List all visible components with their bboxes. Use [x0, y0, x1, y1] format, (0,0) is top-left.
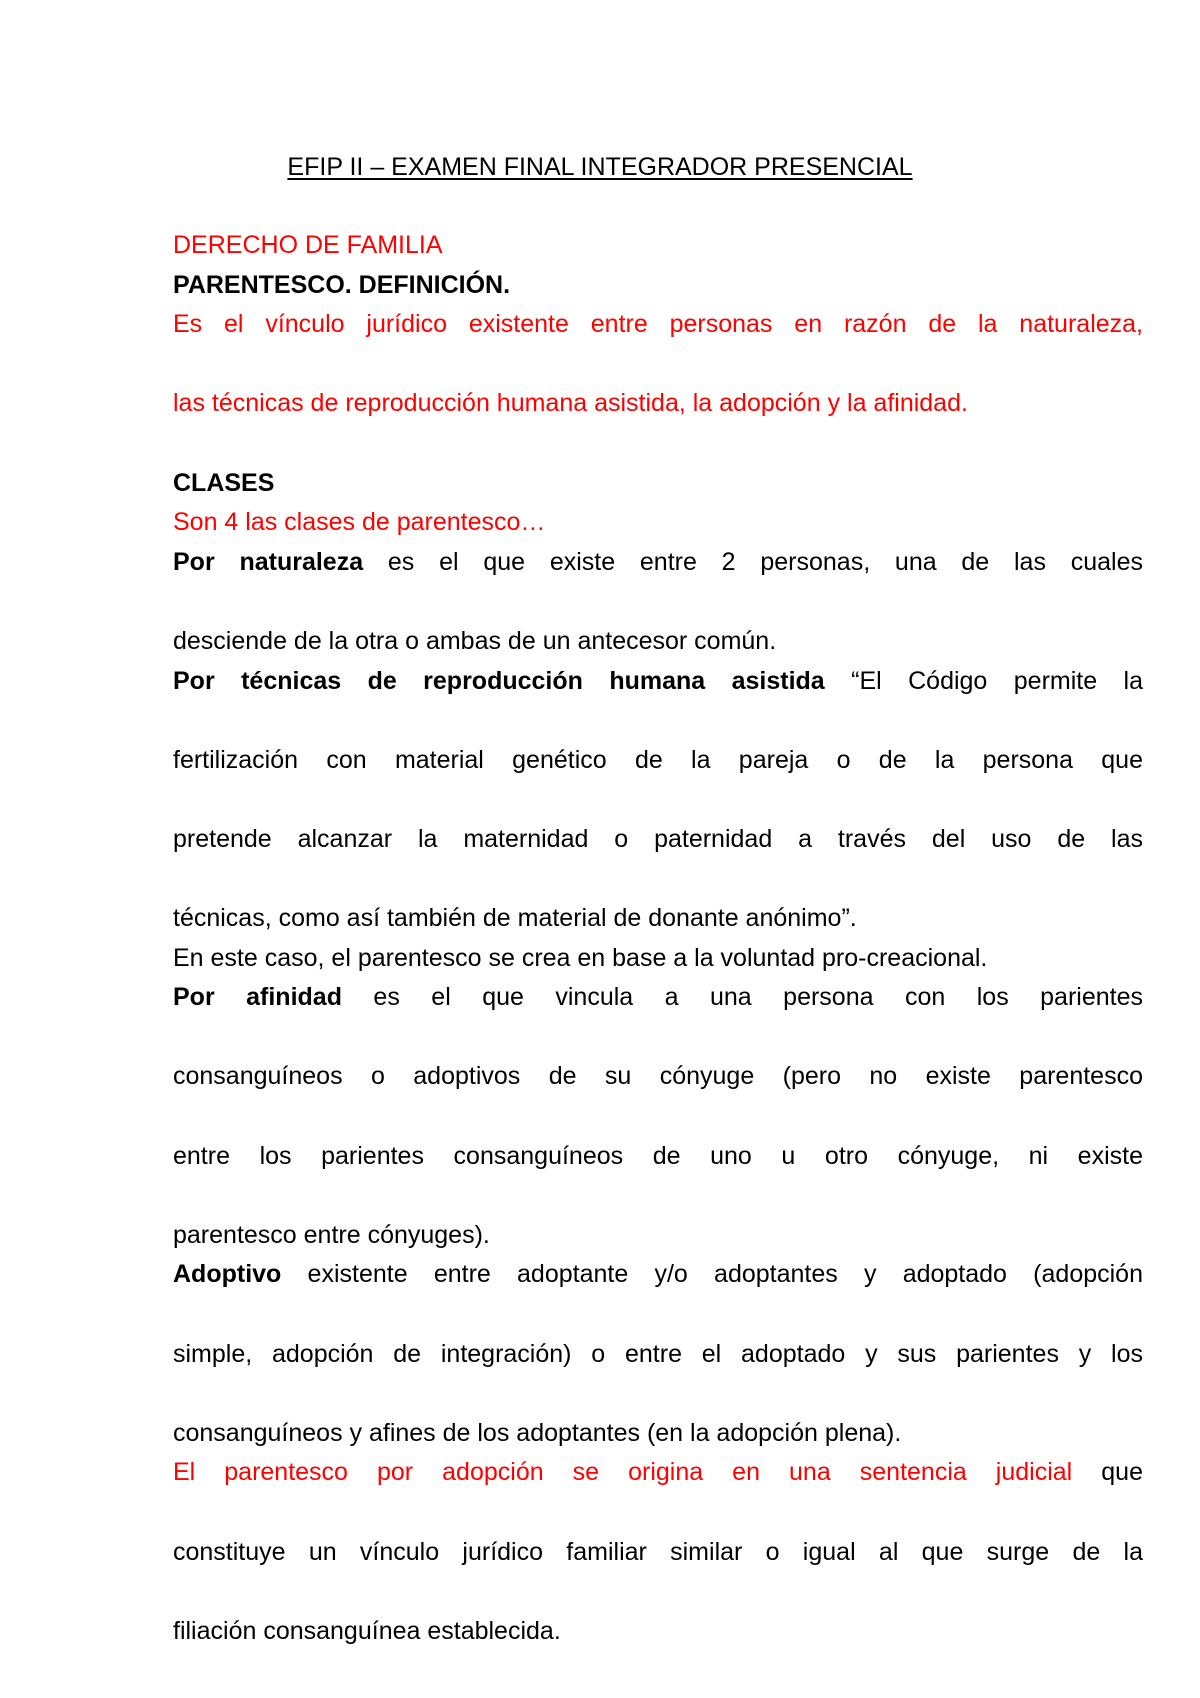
document-title: EFIP II – EXAMEN FINAL INTEGRADOR PRESENCIAL [287, 153, 913, 181]
naturaleza-line [173, 543, 1143, 622]
tecnicas-line: En este caso, el parentesco se crea en base a la voluntad pro-creacional. [173, 943, 988, 972]
naturaleza-line: desciende de la otra o ambas de un antecesor común. [173, 626, 777, 655]
definition-line: Es el vínculo jurídico existente entre personas en razón de la naturaleza, [173, 310, 1143, 339]
sentencia-line [173, 1453, 1143, 1532]
afinidad-text: es el que vincula a una persona con los parientes [341, 983, 1143, 1012]
sentencia-text: que [1072, 1458, 1143, 1487]
tecnicas-term: Por técnicas de reproducción humana asistida [173, 666, 825, 695]
afinidad-line [173, 978, 1143, 1057]
adoptivo-term: Adoptivo [173, 1260, 282, 1289]
afinidad-line: entre los parientes consanguíneos de uno u otro cónyuge, ni existe [173, 1141, 1143, 1170]
sentencia-highlight: El parentesco por adopción se origina en una sentencia judicial [173, 1458, 1073, 1487]
sentencia-line: filiación consanguínea establecida. [173, 1616, 561, 1645]
adoptivo-line [173, 1255, 1143, 1334]
adoptivo-line: consanguíneos y afines de los adoptantes (en la adopción plena). [173, 1418, 902, 1447]
section-heading-clases-text: CLASES [173, 468, 275, 497]
sentencia-line: constituye un vínculo jurídico familiar similar o igual al que surge de la [173, 1537, 1143, 1566]
naturaleza-term: Por naturaleza [173, 547, 364, 576]
section-heading-clases [173, 464, 1143, 504]
section-heading-parentesco-text: PARENTESCO. DEFINICIÓN. [173, 270, 511, 299]
tecnicas-line: técnicas, como así también de material de donante anónimo”. [173, 904, 857, 933]
section-heading-parentesco [173, 266, 1143, 306]
tecnicas-line: pretende alcanzar la maternidad o paternidad a través del uso de las [173, 824, 1143, 853]
tecnicas-text: “El Código permite la [824, 666, 1143, 695]
definition-line: las técnicas de reproducción humana asistida, la adopción y la afinidad. [173, 389, 968, 418]
document-body [173, 226, 1143, 1651]
adoptivo-line: simple, adopción de integración) o entre el adoptado y sus parientes y los [173, 1339, 1143, 1368]
naturaleza-text: es el que existe entre 2 personas, una de las cuales [363, 547, 1143, 576]
tecnicas-line [173, 662, 1143, 741]
afinidad-line: parentesco entre cónyuges). [173, 1220, 490, 1249]
adoptivo-text: existente entre adoptante y/o adoptantes y adoptado (adopción [281, 1260, 1143, 1289]
afinidad-line: consanguíneos o adoptivos de su cónyuge (pero no existe parentesco [173, 1062, 1143, 1091]
afinidad-term: Por afinidad [173, 983, 342, 1012]
subject-heading: DERECHO DE FAMILIA [173, 231, 443, 259]
clases-intro: Son 4 las clases de parentesco… [173, 508, 546, 537]
tecnicas-line: fertilización con material genético de la pareja o de la persona que [173, 745, 1143, 774]
blank-line [173, 424, 1143, 464]
